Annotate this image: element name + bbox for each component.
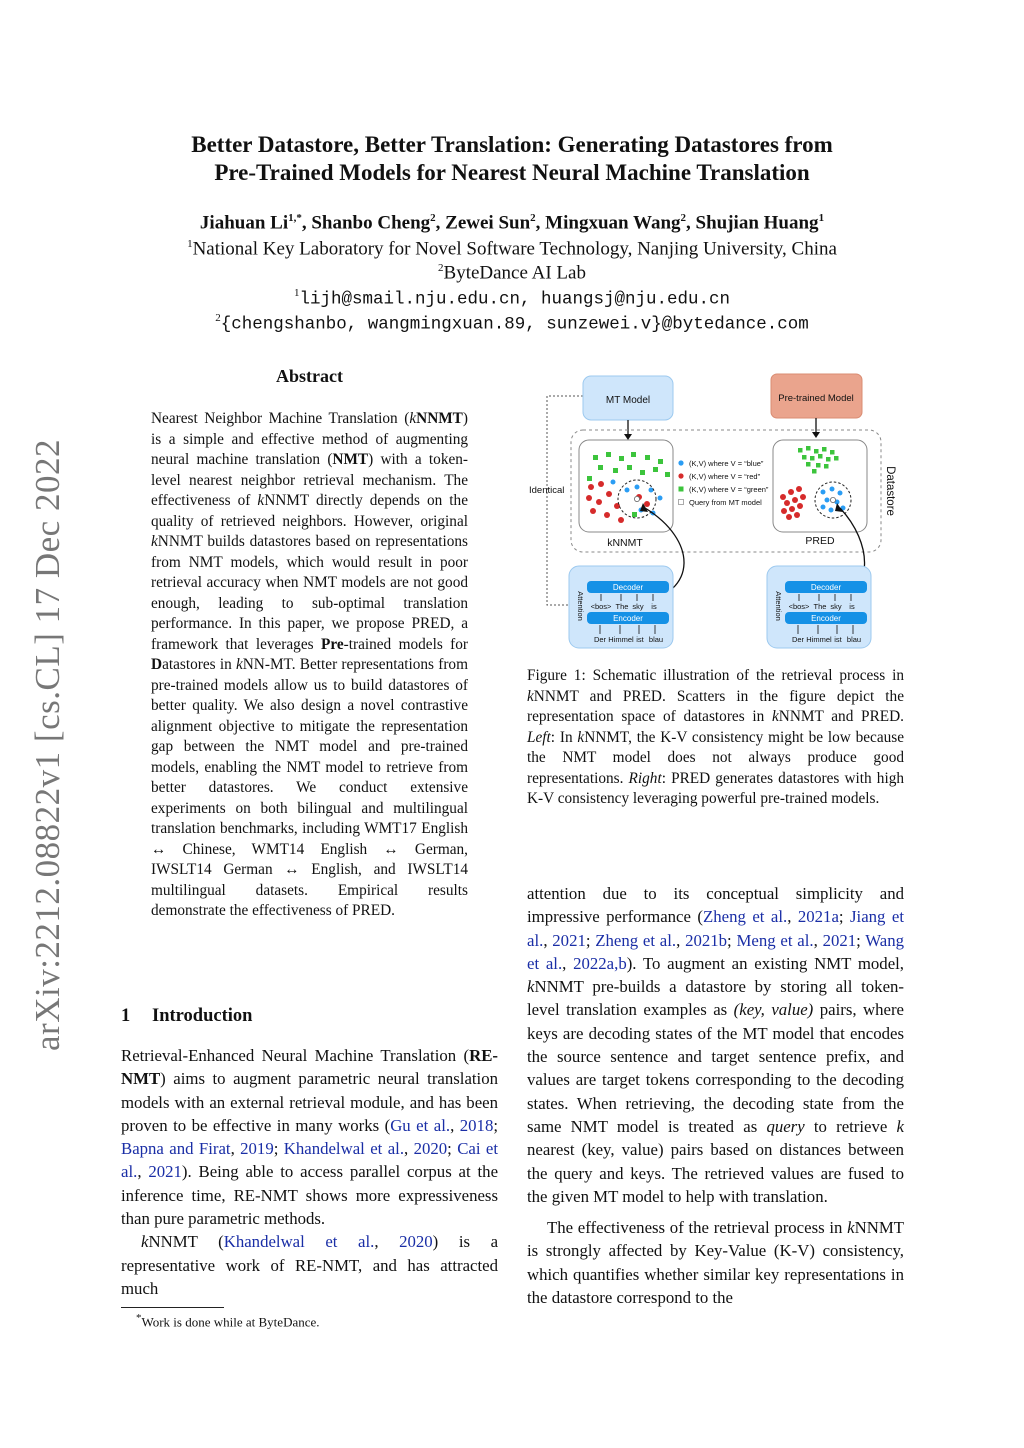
attention-label: Attention: [576, 591, 585, 621]
source-token: ist: [834, 635, 842, 644]
intro-paragraph-1: Retrieval-Enhanced Neural Machine Translation (RE-NMT) aims to augment parametric neural translation models with an external retrieval module, and has been proven to be effective in many works (Gu et al., 2018; Bapna and Firat, 2019; Khandelwal et al., 2020; Cai et al., 2021). Being able to access parallel corpus at the inference time, RE-NMT shows more expressiveness than pure parametric methods.: [121, 1046, 499, 1229]
section-title: Introduction: [152, 1006, 253, 1026]
citation-link[interactable]: Khandelwal et al.: [283, 1139, 405, 1159]
source-token: Himmel: [806, 635, 832, 644]
source-token: Der: [791, 635, 805, 644]
citation-link[interactable]: 2022a,b: [573, 953, 627, 973]
citation-link[interactable]: 2020: [413, 1139, 448, 1159]
target-token: The: [813, 602, 827, 611]
abstract-heading: Abstract: [276, 366, 343, 386]
affil-sup: 2: [438, 262, 444, 274]
citation-link[interactable]: Jiang et al.: [527, 907, 905, 950]
intro-right-column: [527, 882, 904, 1309]
citation-link[interactable]: 2018: [459, 1115, 494, 1135]
scatter-legend: [678, 459, 769, 507]
target-token: <bos>: [788, 602, 810, 611]
email-line-2: [80, 306, 944, 336]
source-token: blau: [846, 635, 862, 644]
author-sup: 2: [680, 212, 687, 224]
identical-label: Identical: [529, 485, 565, 496]
source-token: blau: [648, 635, 664, 644]
citation-link[interactable]: Bapna and Firat: [121, 1139, 231, 1159]
citation-link[interactable]: 2021a: [797, 907, 839, 927]
figure-1: [527, 372, 904, 654]
title-line-2: Pre-Trained Models for Nearest Neural Machine Translation: [214, 160, 810, 185]
intro-paragraph-2: kNNMT (Khandelwal et al., 2020) is a representative work of RE-NMT, and has attracted much: [121, 1232, 499, 1298]
title-line-1: Better Datastore, Better Translation: Generating Datastores from: [191, 132, 833, 157]
legend-green-marker: [679, 487, 684, 492]
section-number: 1: [121, 1006, 131, 1026]
affil-text: National Key Laboratory for Novel Software Technology, Nanjing University, China: [192, 238, 837, 260]
email-sup: 2: [215, 312, 221, 324]
citation-link[interactable]: Khandelwal et al.: [223, 1232, 375, 1252]
citation-link[interactable]: Gu et al.: [390, 1115, 451, 1135]
author-name: Zewei Sun: [445, 212, 531, 234]
arxiv-stamp[interactable]: arXiv:2212.08822v1 [cs.CL] 17 Dec 2022: [28, 439, 67, 1051]
legend-red-marker: [678, 473, 683, 478]
knnmt-query-point: [634, 496, 639, 501]
email-text[interactable]: lijh@smail.nju.edu.cn, huangsj@nju.edu.cn: [299, 289, 731, 310]
figure-caption: Figure 1: Schematic illustration of the retrieval process in kNNMT and PRED. Scatters in the figure depict the representation space of datastores in kNNMT and PRED. Left: In kNNMT, the K-V consistency might be low because the NMT model does not always produce good representations. Right: PRED generates datastores with high K-V consistency leveraging powerful pre-trained models.: [527, 667, 904, 807]
source-token: ist: [636, 635, 644, 644]
encoder-label: Encoder: [613, 614, 643, 623]
decoder-label: Decoder: [612, 583, 644, 592]
legend-blue-marker: [678, 460, 683, 465]
encoder-label: Encoder: [811, 614, 841, 623]
section-heading: [121, 1006, 252, 1027]
attention-label: Attention: [774, 591, 783, 621]
citation-link[interactable]: 2021b: [685, 930, 728, 950]
author-name: Jiahuan Li: [199, 212, 289, 234]
email-text[interactable]: {chengshanbo, wangmingxuan.89, sunzewei.v}@bytedance.com: [220, 314, 809, 335]
legend-item: (K,V) where V = “blue”: [689, 459, 764, 468]
author-name: Mingxuan Wang: [545, 212, 681, 234]
source-token: Der: [593, 635, 607, 644]
target-token: is: [849, 602, 855, 611]
author-name: Shujian Huang: [695, 212, 819, 234]
pred-label: PRED: [805, 535, 835, 547]
citation-link[interactable]: Cai et al.: [121, 1139, 498, 1182]
affil-text: ByteDance AI Lab: [443, 262, 586, 284]
citation-link[interactable]: 2020: [399, 1232, 433, 1252]
arrowhead: [812, 432, 820, 438]
citation-link[interactable]: Zheng et al.: [703, 907, 788, 927]
mt-model-label: MT Model: [605, 395, 651, 406]
target-token: <bos>: [590, 602, 612, 611]
legend-item: (K,V) where V = “green”: [689, 485, 769, 494]
arrowhead: [624, 434, 632, 440]
citation-link[interactable]: Wang et al.: [527, 930, 905, 973]
footnote-rule: [121, 1307, 224, 1308]
pretrained-model-label: Pre-trained Model: [778, 393, 854, 404]
right-paragraph-2: The effectiveness of the retrieval process in kNNMT is strongly affected by Key-Value (K-V) consistency, which quantifies whether similar key representations in the datastore correspond to the: [527, 1218, 904, 1308]
paper-title: [100, 131, 924, 187]
footnote: *Work is done while at ByteDance.: [136, 1312, 320, 1330]
knnmt-label: kNNMT: [607, 537, 643, 549]
legend-item: Query from MT model: [689, 498, 762, 507]
affil-sup: 1: [187, 238, 193, 250]
email-sup: 1: [293, 287, 300, 299]
author-name: Shanbo Cheng: [311, 212, 431, 234]
citation-link[interactable]: 2019: [240, 1139, 274, 1159]
source-token: Himmel: [608, 635, 634, 644]
legend-query-marker: [679, 500, 684, 505]
citation-link[interactable]: 2021: [822, 930, 857, 950]
author-sup: 2: [430, 212, 436, 224]
author-sup: 2: [530, 212, 536, 224]
citation-link[interactable]: 2021: [552, 930, 586, 950]
target-token: The: [615, 602, 629, 611]
citation-link[interactable]: Meng et al.: [736, 930, 814, 950]
intro-left-column: [121, 1044, 498, 1300]
author-sup: 1: [818, 212, 825, 224]
legend-item: (K,V) where V = “red”: [689, 472, 761, 481]
author-sup: 1,*: [288, 212, 302, 224]
right-paragraph-1: attention due to its conceptual simplicity and impressive performance (Zheng et al., 2021a; Jiang et al., 2021; Zheng et al., 2021b; Meng et al., 2021; Wang et al., 2022a,b). To augment an existing NMT model, kNNMT pre-builds a datastore by storing all token-level translation examples as (key, value) pairs, where keys are decoding states of the MT model that encodes the source sentence and target sentence prefix, and values are target tokens corresponding to the decoding states. When retrieving, the decoding state from the same NMT model is treated as query to retrieve k nearest (key, value) pairs based on distances between the query and keys. The retrieved values are fused to the given MT model to help with translation.: [527, 884, 905, 1206]
pred-query-point: [830, 497, 835, 502]
citation-link[interactable]: Zheng et al.: [595, 930, 677, 950]
target-token: sky: [632, 602, 644, 611]
target-token: sky: [830, 602, 842, 611]
citation-link[interactable]: 2021: [148, 1162, 182, 1182]
decoder-label: Decoder: [810, 583, 842, 592]
target-token: is: [651, 602, 657, 611]
author-list: Jiahuan $Li^{1,*}$, Shanbo Cheng$^2$, Zewei Sun$^2$, Mingxuan Wang$^2$, Shujian Huang$^1$: [199, 212, 825, 234]
datastore-label: Datastore: [884, 466, 896, 516]
abstract-body: Nearest Neighbor Machine Translation (kNNMT) is a simple and effective method of augmenting neural machine translation (NMT) with a token-level nearest neighbor retrieval mechanism. The effectiveness of kNNMT directly depends on the quality of retrieved neighbors. However, original kNNMT builds datastores based on representations from NMT models, which would result in poor retrieval accuracy when NMT models are not good enough, leading to sub-optimal translation performance. In this paper, we propose PRED, a framework that leverages Pre-trained models for Datastores in kNN-MT. Better representations from pre-trained models allow us to build datastores of better quality. We also design a novel contrastive alignment objective to mitigate the representation gap between the NMT model and pre-trained models, enabling the NMT model to retrieve from better datastores. We conduct extensive experiments on both bilingual and multilingual translation benchmarks, including WMT17 English ↔ Chinese, WMT14 English ↔ German, IWSLT14 German ↔ English, and IWSLT14 multilingual datasets. Empirical results demonstrate the effectiveness of PRED.: [151, 410, 468, 919]
